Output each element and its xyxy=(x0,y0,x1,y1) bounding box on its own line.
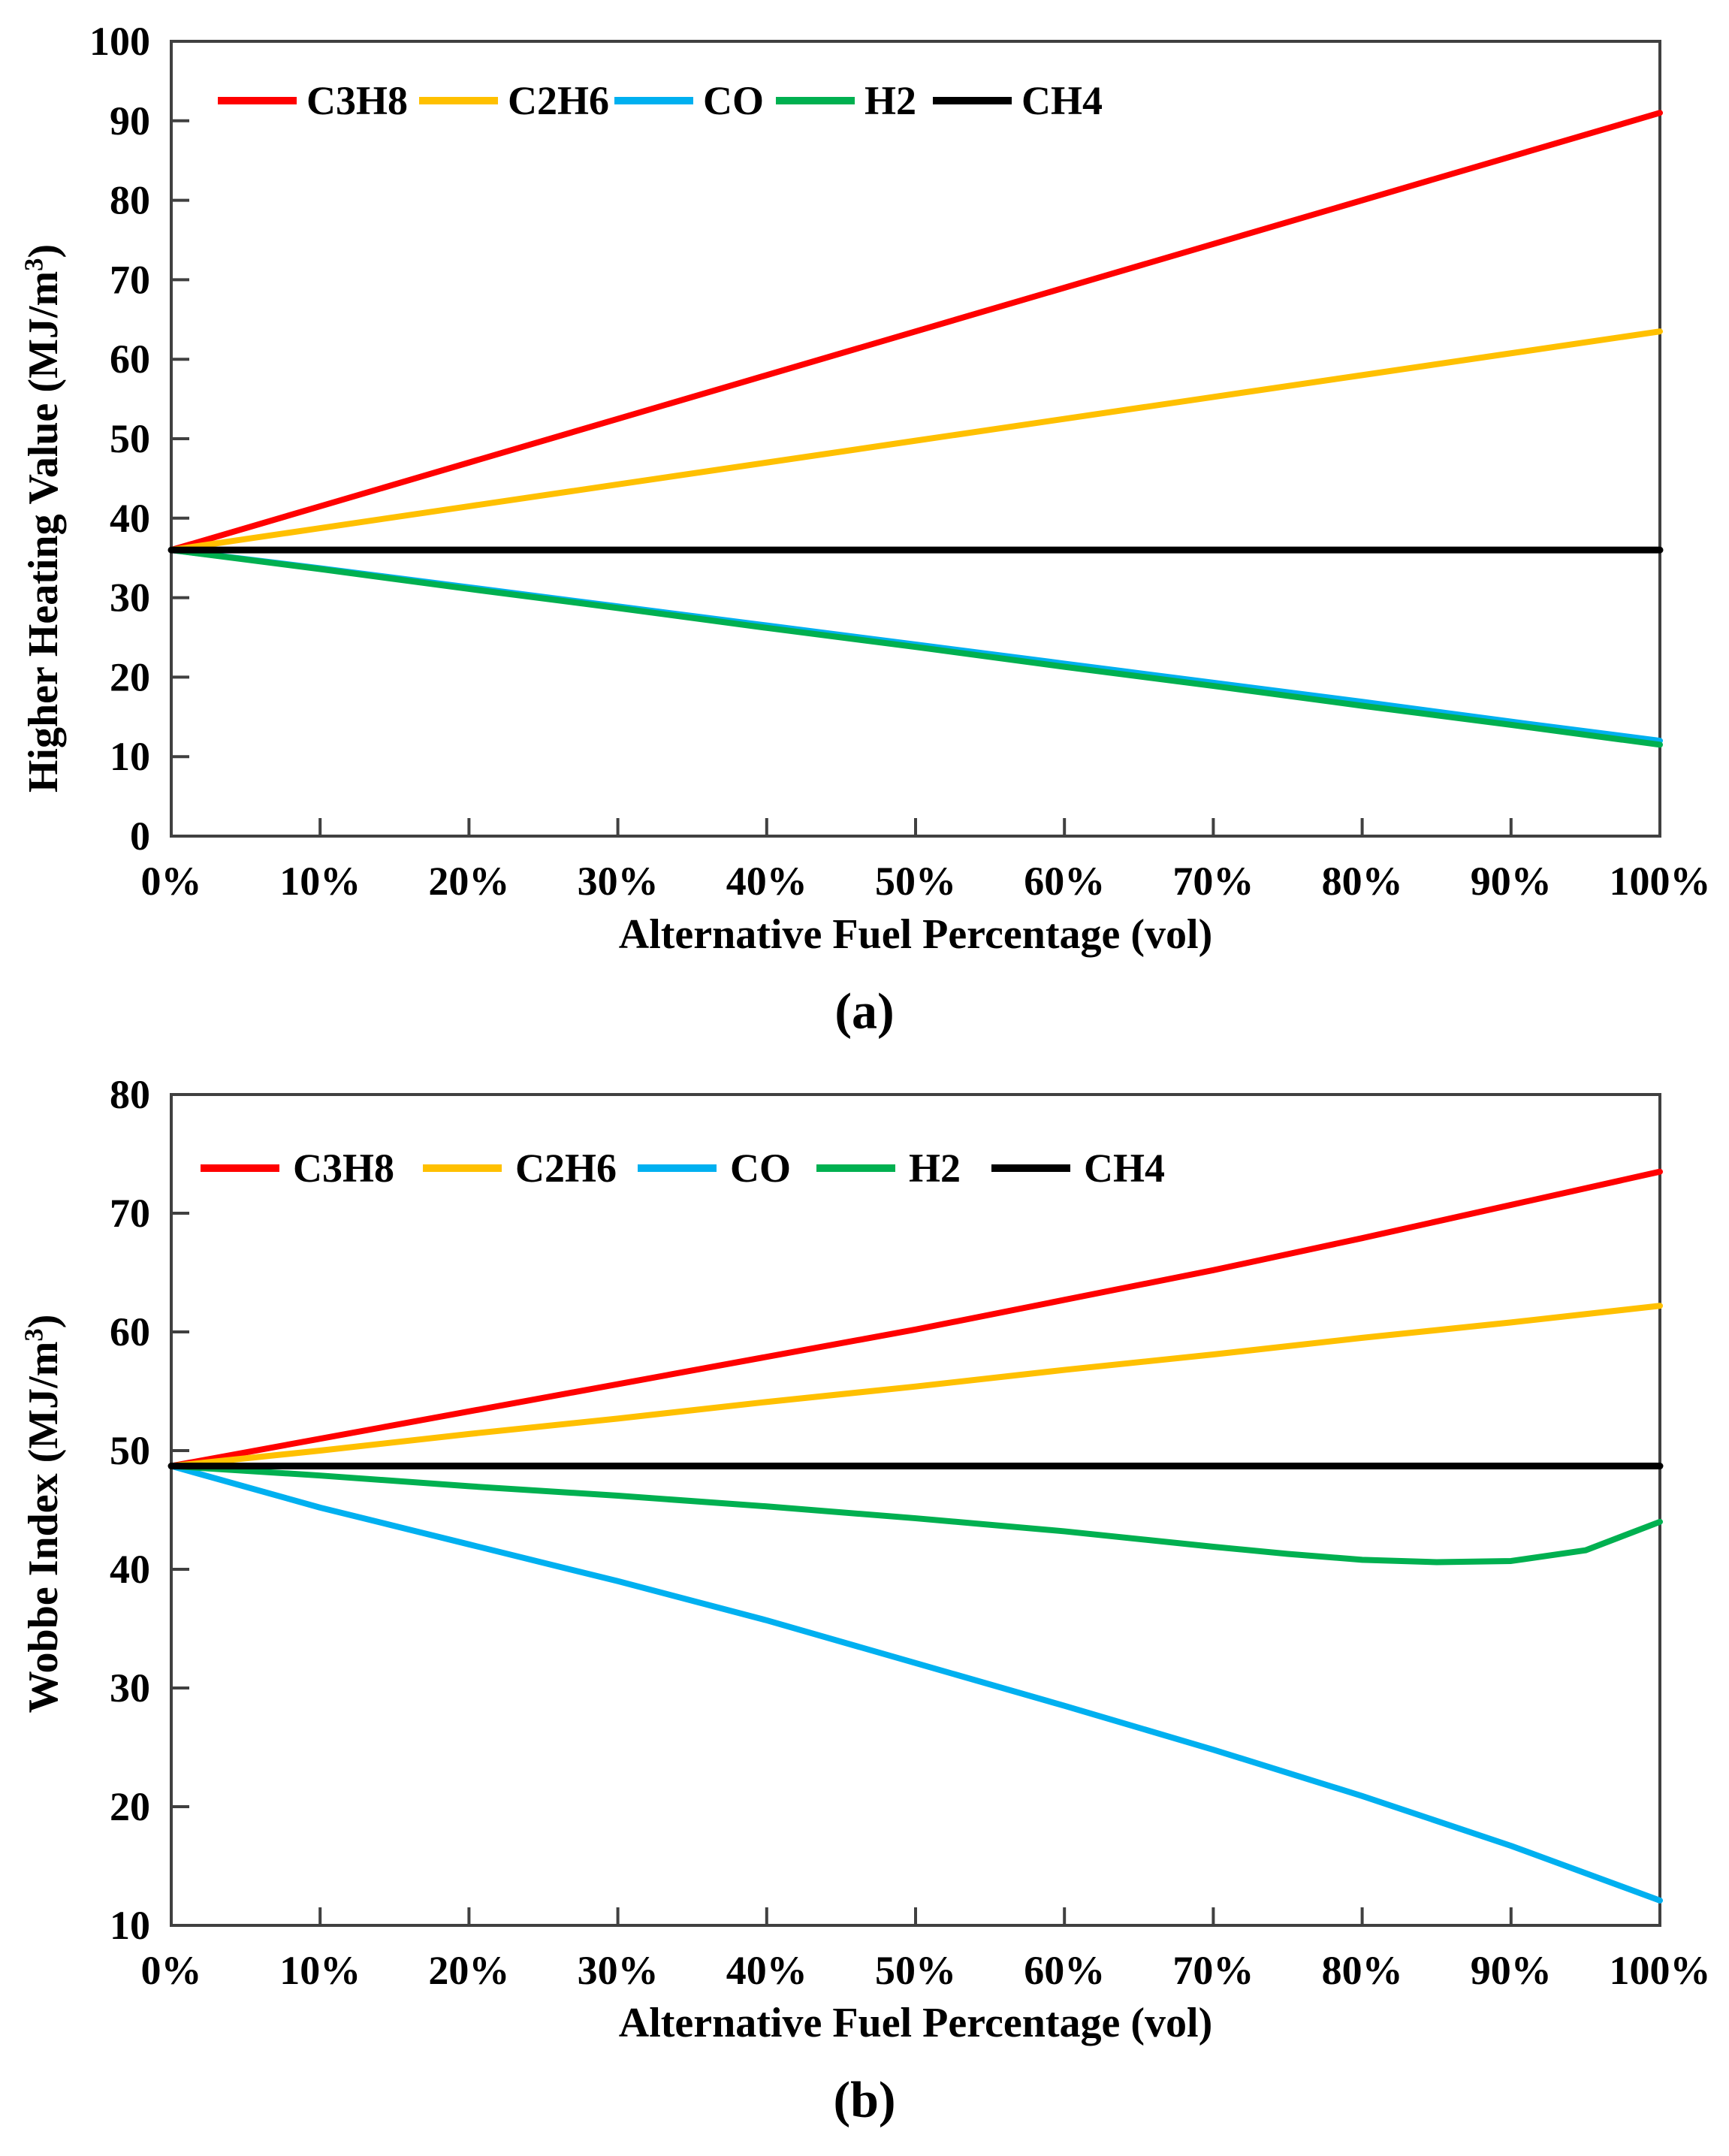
y-axis-tick-label: 20 xyxy=(110,1784,150,1829)
x-axis-tick-label: 70% xyxy=(1172,859,1254,904)
y-axis-tick-label: 10 xyxy=(110,734,150,780)
y-axis-tick-label: 80 xyxy=(110,177,150,223)
y-axis-tick-label: 40 xyxy=(110,1547,150,1592)
chart-a-x-axis-title: Alternative Fuel Percentage (vol) xyxy=(618,911,1213,958)
y-axis-tick-label: 100 xyxy=(89,19,150,64)
y-axis-tick-label: 50 xyxy=(110,1428,150,1473)
y-axis-tick-label: 20 xyxy=(110,654,150,700)
x-axis-tick-label: 50% xyxy=(875,1948,956,1993)
x-axis-tick-label: 80% xyxy=(1321,859,1403,904)
chart-a-y-axis-title-text: Higher Heating Value (MJ/m xyxy=(20,270,67,793)
chart-b-x-axis-title: Alternative Fuel Percentage (vol) xyxy=(618,2000,1213,2046)
chart-a-y-axis-title-close: ) xyxy=(20,243,67,258)
y-axis-tick-label: 70 xyxy=(110,257,150,303)
series-line-C3H8 xyxy=(171,113,1660,550)
x-axis-tick-label: 20% xyxy=(428,1948,510,1993)
y-axis-tick-label: 50 xyxy=(110,416,150,461)
series-line-CO xyxy=(171,1466,1660,1901)
legend-label-C3H8: C3H8 xyxy=(293,1146,394,1191)
y-axis-tick-label: 90 xyxy=(110,98,150,143)
y-axis-tick-label: 30 xyxy=(110,1665,150,1711)
x-axis-tick-label: 100% xyxy=(1609,859,1711,904)
x-axis-tick-label: 70% xyxy=(1172,1948,1254,1993)
y-axis-tick-label: 70 xyxy=(110,1191,150,1236)
y-axis-tick-label: 30 xyxy=(110,575,150,621)
legend-label-C2H6: C2H6 xyxy=(515,1146,617,1191)
x-axis-tick-label: 10% xyxy=(279,859,361,904)
x-axis-tick-label: 100% xyxy=(1609,1948,1711,1993)
chart-b-y-axis-title xyxy=(20,1315,68,1714)
legend-label-CH4: CH4 xyxy=(1021,78,1103,123)
x-axis-tick-label: 10% xyxy=(279,1948,361,1993)
legend-label-CO: CO xyxy=(730,1146,791,1191)
x-axis-tick-label: 90% xyxy=(1470,1948,1552,1993)
x-axis-tick-label: 80% xyxy=(1321,1948,1403,1993)
x-axis-tick-label: 50% xyxy=(875,859,956,904)
y-axis-tick-label: 0 xyxy=(130,814,150,859)
x-axis-tick-label: 30% xyxy=(577,1948,659,1993)
x-axis-tick-label: 90% xyxy=(1470,859,1552,904)
chart-a-caption: (a) xyxy=(834,982,895,1040)
chart-a-y-axis-title xyxy=(20,244,68,793)
x-axis-tick-label: 60% xyxy=(1024,859,1106,904)
x-axis-tick-label: 60% xyxy=(1024,1948,1106,1993)
series-line-H2 xyxy=(171,550,1660,744)
chart-a-y-axis-title-sup: 3 xyxy=(19,258,49,271)
y-axis-tick-label: 60 xyxy=(110,337,150,382)
y-axis-tick-label: 60 xyxy=(110,1309,150,1354)
legend-label-H2: H2 xyxy=(864,78,917,123)
y-axis-tick-label: 10 xyxy=(110,1903,150,1948)
x-axis-tick-label: 0% xyxy=(140,1948,202,1993)
chart-b-caption: (b) xyxy=(833,2070,896,2128)
legend-label-CO: CO xyxy=(703,78,764,123)
x-axis-tick-label: 30% xyxy=(577,859,659,904)
legend-label-C3H8: C3H8 xyxy=(306,78,408,123)
x-axis-tick-label: 0% xyxy=(140,859,202,904)
series-line-C3H8 xyxy=(171,1172,1660,1466)
x-axis-tick-label: 20% xyxy=(428,859,510,904)
chart-a-canvas xyxy=(0,0,1729,932)
legend-label-CH4: CH4 xyxy=(1084,1146,1165,1191)
x-axis-tick-label: 40% xyxy=(726,859,807,904)
chart-b-y-axis-title-text: Wobbe Index (MJ/m xyxy=(20,1341,67,1714)
y-axis-tick-label: 80 xyxy=(110,1072,150,1117)
chart-b-canvas xyxy=(0,1052,1729,2006)
y-axis-tick-label: 40 xyxy=(110,495,150,541)
legend-label-C2H6: C2H6 xyxy=(508,78,609,123)
chart-b-y-axis-title-sup: 3 xyxy=(19,1328,49,1342)
series-line-H2 xyxy=(171,1466,1660,1563)
legend-label-H2: H2 xyxy=(909,1146,961,1191)
chart-b-y-axis-title-close: ) xyxy=(20,1314,67,1329)
x-axis-tick-label: 40% xyxy=(726,1948,807,1993)
series-line-C2H6 xyxy=(171,331,1660,550)
